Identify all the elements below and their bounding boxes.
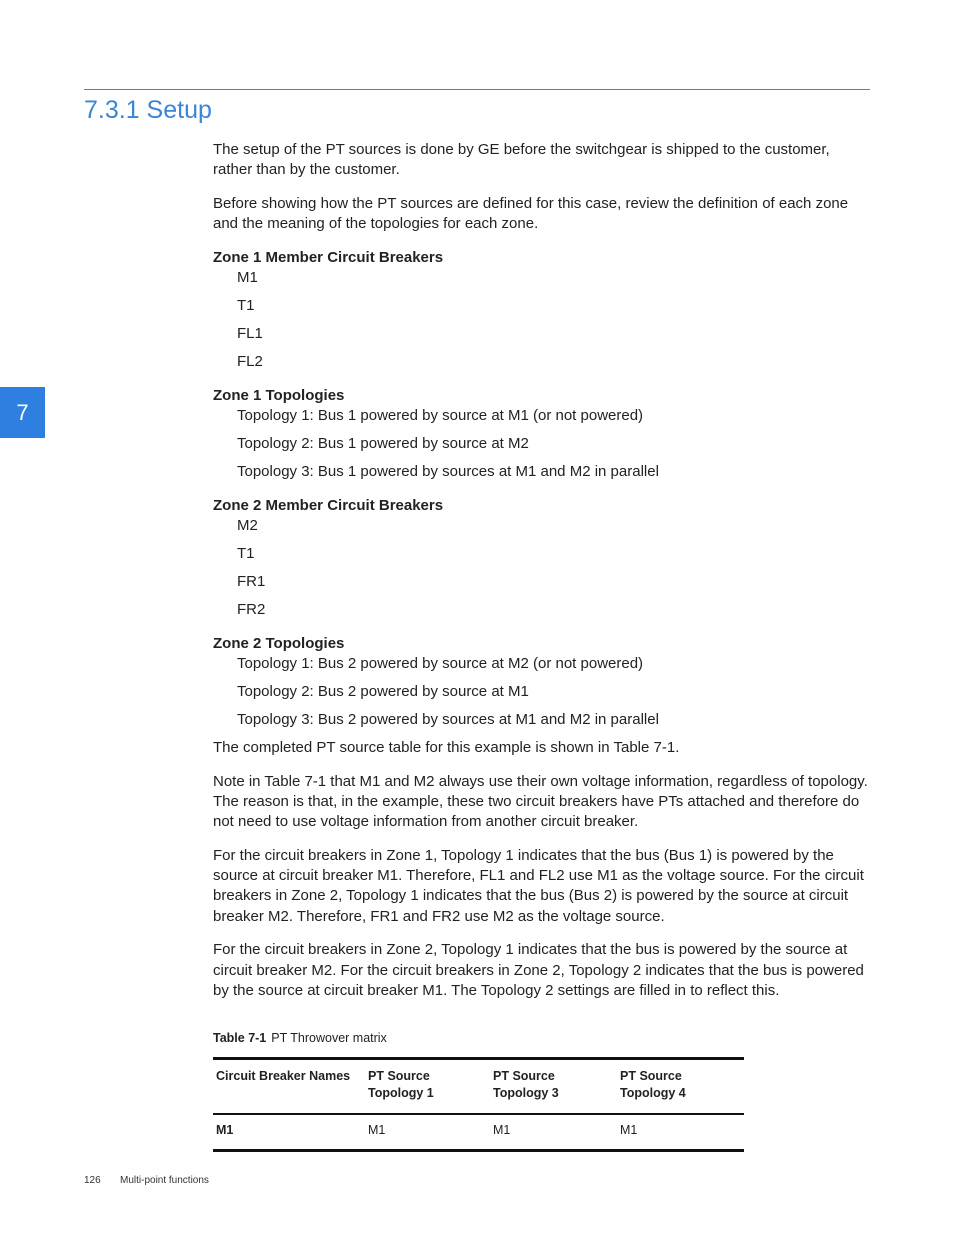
intro-paragraph: Before showing how the PT sources are defined for this case, review the definition of each zone and the meaning of the topologies for each zone.	[213, 195, 849, 233]
zone2-topologies-list	[237, 654, 873, 730]
page-number: 126	[84, 1175, 101, 1186]
list-item: Topology 3: Bus 2 powered by sources at M1 and M2 in parallel	[237, 711, 659, 728]
column-header: PT Source Topology 4	[620, 1069, 686, 1100]
list-item: T1	[237, 297, 255, 314]
pt-throwover-table	[213, 1057, 744, 1152]
list-item: Topology 1: Bus 2 powered by source at M2 (or not powered)	[237, 655, 644, 672]
column-header: Circuit Breaker Names	[216, 1069, 351, 1083]
list-item: T1	[237, 545, 255, 562]
zone1-breakers-heading: Zone 1 Member Circuit Breakers	[213, 249, 444, 266]
zone2-topologies-heading: Zone 2 Topologies	[213, 635, 345, 652]
section-title: 7.3.1 Setup	[84, 96, 212, 124]
body-paragraph: For the circuit breakers in Zone 1, Topology 1 indicates that the bus (Bus 1) is powered by the source at circuit breaker M1. Therefore, FL1 and FL2 use M1 as the voltage source. For the circuit breakers in Zone 2, Topology 1 indicates that the bus (Bus 2) is powered by the source at circuit breaker M2. Therefore, FR1 and FR2 use M2 as the voltage source.	[213, 847, 864, 925]
zone2-breakers-list	[237, 516, 873, 620]
list-item: M2	[237, 517, 258, 534]
list-item: FR1	[237, 573, 266, 590]
zone1-breakers-list	[237, 268, 873, 372]
list-item: FL1	[237, 325, 263, 342]
list-item: FR2	[237, 601, 266, 618]
table-caption-text: PT Throwover matrix	[271, 1031, 387, 1045]
intro-paragraph: The setup of the PT sources is done by GE before the switchgear is shipped to the customer, rather than by the customer.	[213, 141, 830, 179]
table-cell: M1	[493, 1123, 511, 1137]
list-item: Topology 1: Bus 1 powered by source at M1 (or not powered)	[237, 407, 644, 424]
header-rule	[84, 89, 870, 90]
column-header: PT Source Topology 1	[368, 1069, 434, 1100]
table-caption-label: Table 7-1	[213, 1031, 267, 1045]
body-paragraph: The completed PT source table for this example is shown in Table 7-1.	[213, 739, 680, 756]
zone1-topologies-list	[237, 406, 873, 482]
footer-section-name: Multi-point functions	[120, 1175, 209, 1186]
table-row	[213, 1114, 744, 1151]
table-cell: M1	[216, 1123, 234, 1137]
column-header: PT Source Topology 3	[493, 1069, 559, 1100]
list-item: Topology 2: Bus 1 powered by source at M2	[237, 435, 529, 452]
table-caption	[213, 1031, 387, 1045]
body-paragraph: Note in Table 7-1 that M1 and M2 always use their own voltage information, regardless of topology. The reason is that, in the example, these two circuit breakers have PTs attached and therefore do not need to use voltage information from another circuit breaker.	[213, 772, 868, 831]
list-item: Topology 2: Bus 2 powered by source at M1	[237, 683, 529, 700]
list-item: FL2	[237, 353, 263, 370]
body-paragraph: For the circuit breakers in Zone 2, Topology 1 indicates that the bus is powered by the source at circuit breaker M2. For the circuit breakers in Zone 2, Topology 2 indicates that the bus is powered by the source at circuit breaker M1. The Topology 2 settings are filled in to reflect this.	[213, 941, 864, 999]
zone1-topologies-heading: Zone 1 Topologies	[213, 387, 345, 404]
table-header-row	[213, 1059, 744, 1115]
main-content	[213, 140, 873, 1015]
table-cell: M1	[620, 1123, 638, 1137]
chapter-tab: 7	[0, 387, 45, 438]
zone2-breakers-heading: Zone 2 Member Circuit Breakers	[213, 497, 444, 514]
list-item: M1	[237, 269, 258, 286]
list-item: Topology 3: Bus 1 powered by sources at M1 and M2 in parallel	[237, 463, 659, 480]
table-cell: M1	[368, 1123, 386, 1137]
